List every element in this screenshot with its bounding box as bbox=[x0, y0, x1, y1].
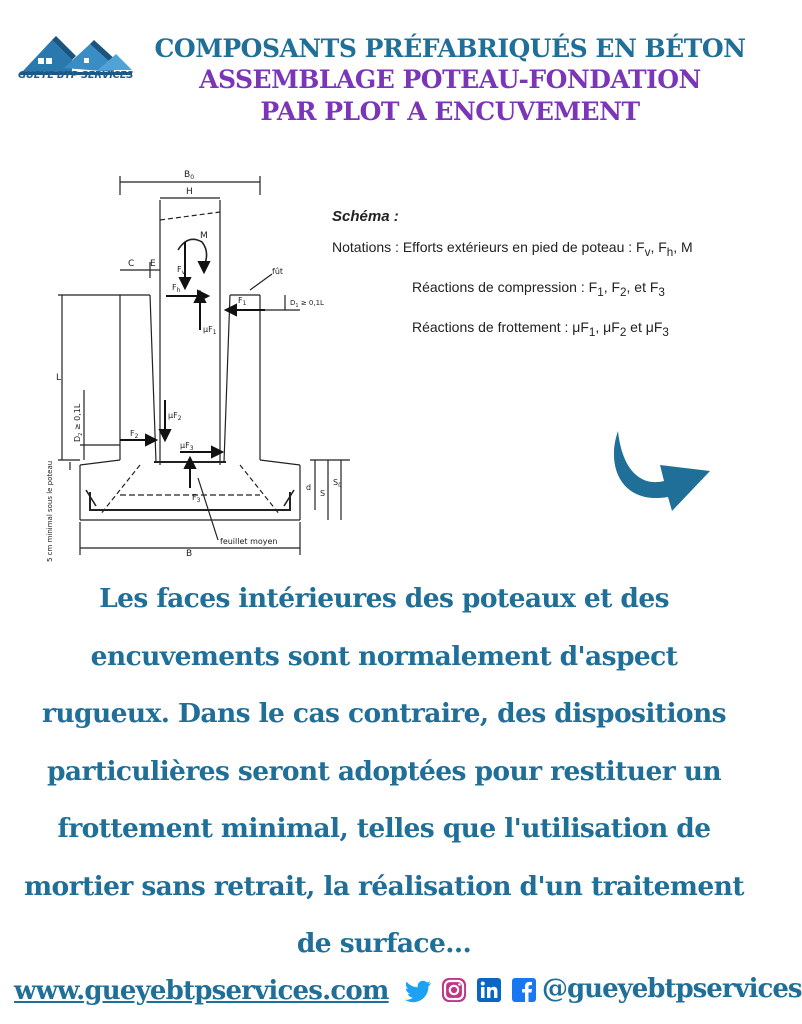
social-handle[interactable]: @gueyebtpservices bbox=[542, 974, 802, 1004]
notation-frottement: Réactions de frottement : $\mu F_1$, $\mu F_2$ et $\mu F_3$ bbox=[412, 318, 669, 339]
label-h: H bbox=[186, 187, 193, 197]
instagram-icon[interactable] bbox=[439, 975, 469, 1005]
title-line-3: PAR PLOT A ENCUVEMENT bbox=[260, 97, 640, 126]
label-e: E bbox=[150, 259, 156, 269]
label-b: B bbox=[186, 549, 193, 559]
linkedin-icon[interactable] bbox=[474, 975, 504, 1005]
label-d: d bbox=[306, 483, 312, 492]
label-f3: $F_3$ bbox=[192, 493, 201, 504]
logo-text: GUEYE BTP SERVICES bbox=[18, 70, 134, 81]
label-m: M bbox=[200, 231, 208, 241]
foundation-diagram bbox=[40, 170, 370, 570]
label-fut: fût bbox=[272, 267, 284, 276]
label-b0: $B_0$ bbox=[184, 170, 195, 181]
title-line-2: ASSEMBLAGE POTEAU-FONDATION bbox=[199, 65, 701, 94]
label-s0: $S_0$ bbox=[333, 478, 342, 489]
label-f1: $F_1$ bbox=[238, 296, 247, 307]
body-paragraph: Les faces intérieures des poteaux et des encuvements sont normalement d'aspect rugueux. Dans le cas contraire, des dispositions particulières seront adoptées pour restituer un frottement minimal, telles que l'utilisation de mortier sans retrait, la réalisation d'un traitement de surface… bbox=[24, 583, 744, 959]
label-fh: $F_h$ bbox=[172, 283, 181, 294]
title-line-1: COMPOSANTS PRÉFABRIQUÉS EN BÉTON bbox=[154, 34, 746, 63]
label-f2: $F_2$ bbox=[130, 429, 139, 440]
label-feuillet: feuillet moyen bbox=[220, 537, 278, 546]
label-fv: $F_v$ bbox=[177, 265, 186, 276]
social-icons bbox=[404, 972, 544, 1008]
label-c: C bbox=[128, 259, 135, 269]
notation-efforts bbox=[332, 237, 752, 263]
label-d1: $D_1 \ge 0,1L$ bbox=[290, 299, 324, 309]
notations-label: Notations : bbox=[332, 239, 399, 255]
notation-compression: Réactions de compression : $F_1$, $F_2$, et $F_3$ bbox=[412, 278, 665, 299]
title-block bbox=[150, 34, 750, 128]
label-d2: $D_2 \ge 0,1L$ bbox=[73, 403, 84, 442]
label-s: S bbox=[320, 489, 326, 498]
company-logo bbox=[14, 22, 134, 92]
schema-block bbox=[332, 208, 752, 342]
label-muf1: $\mu F_1$ bbox=[203, 325, 217, 336]
label-muf3: $\mu F_3$ bbox=[180, 441, 194, 452]
website-link[interactable]: www.gueyebtpservices.com bbox=[14, 976, 389, 1006]
label-muf2: $\mu F_2$ bbox=[168, 411, 182, 422]
label-5cm: 5 cm minimal sous le poteau bbox=[46, 460, 54, 562]
twitter-icon[interactable] bbox=[404, 975, 434, 1005]
efforts-text: Efforts extérieurs en pied de poteau : $F_v$, $F_h$, M bbox=[402, 239, 693, 259]
schema-title: Schéma : bbox=[332, 208, 399, 225]
curved-arrow-icon bbox=[606, 425, 716, 515]
facebook-icon[interactable] bbox=[509, 975, 539, 1005]
label-l: L bbox=[56, 373, 62, 383]
